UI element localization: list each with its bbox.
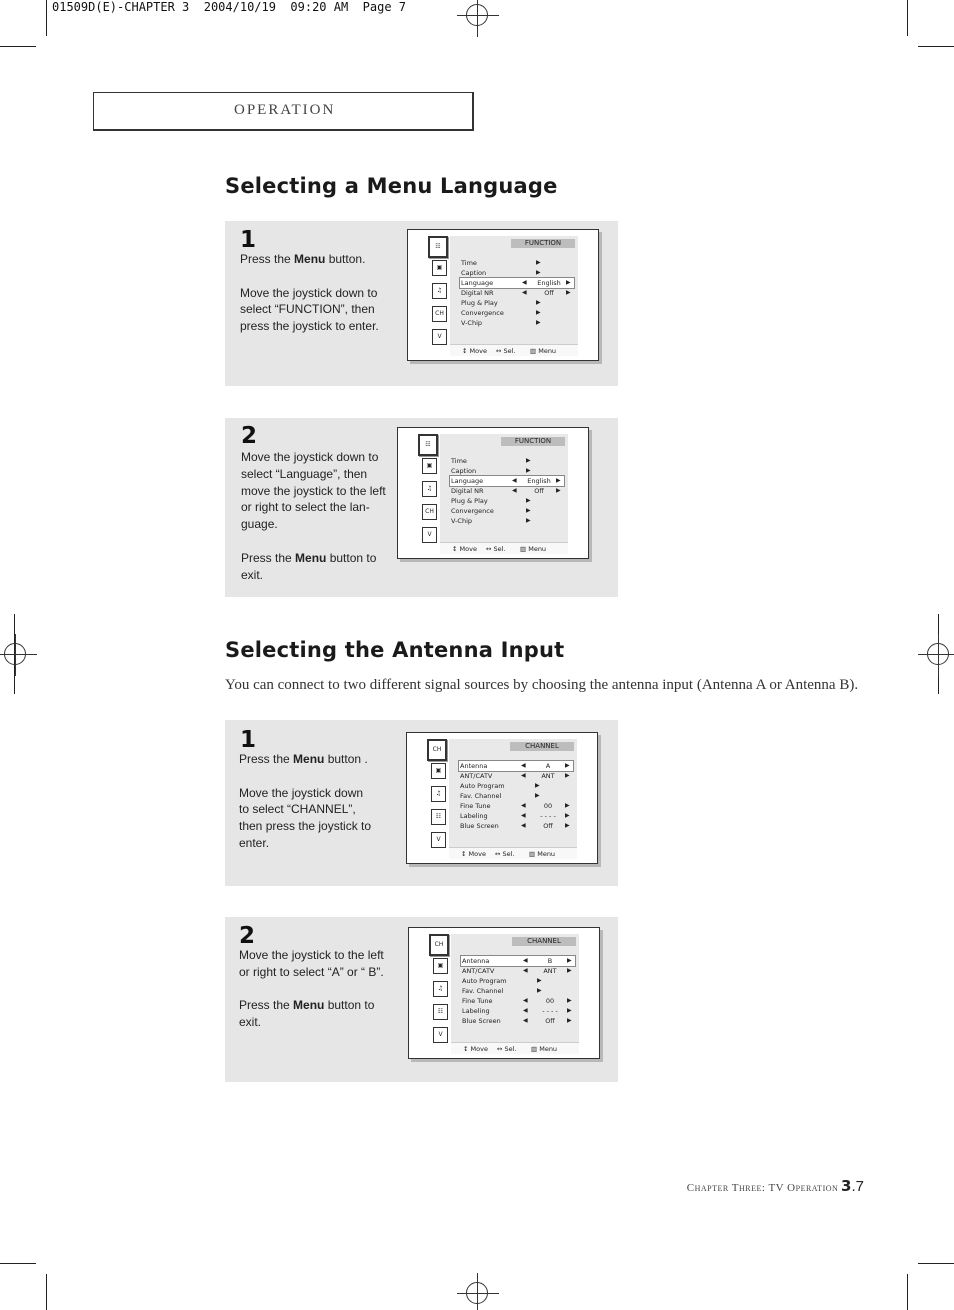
arrow-right-icon: ▶ bbox=[537, 987, 542, 994]
osd-row-value: 00 bbox=[543, 802, 553, 810]
channel-icon: CH bbox=[427, 739, 447, 761]
arrow-left-icon: ◀ bbox=[521, 772, 526, 779]
osd-row-label: Labeling bbox=[462, 1007, 490, 1015]
arrow-left-icon: ◀ bbox=[521, 762, 526, 769]
osd-row bbox=[460, 318, 574, 328]
function-icon: ☷ bbox=[428, 236, 448, 258]
osd-row bbox=[450, 476, 564, 486]
step-panel bbox=[225, 221, 618, 386]
text: Press the bbox=[240, 252, 295, 266]
arrow-left-icon: ◀ bbox=[523, 1007, 528, 1014]
osd-row bbox=[460, 308, 574, 318]
osd-footer-menu: ▥ Menu bbox=[530, 347, 557, 355]
picture-icon: ▣ bbox=[432, 260, 447, 276]
osd-footer-menu: ▥ Menu bbox=[529, 850, 556, 858]
step-text bbox=[239, 751, 374, 869]
osd-body bbox=[449, 739, 577, 859]
osd-row-value: Off bbox=[543, 822, 553, 830]
osd-footer-menu: ▥ Menu bbox=[531, 1045, 558, 1053]
osd-row bbox=[459, 771, 573, 781]
osd-row-label: Language bbox=[451, 477, 484, 485]
step-text bbox=[241, 449, 391, 600]
arrow-right-icon: ▶ bbox=[536, 259, 541, 266]
arrow-left-icon: ◀ bbox=[512, 477, 517, 484]
step-panel bbox=[225, 720, 618, 886]
arrow-right-icon: ▶ bbox=[565, 802, 570, 809]
text: button. bbox=[325, 252, 366, 266]
osd-rows bbox=[459, 761, 573, 831]
osd-row bbox=[450, 516, 564, 526]
osd-row-label: Caption bbox=[451, 467, 477, 475]
arrow-left-icon: ◀ bbox=[523, 1017, 528, 1024]
arrow-left-icon: ◀ bbox=[521, 812, 526, 819]
osd-row-value: Off bbox=[534, 487, 544, 495]
arrow-right-icon: ▶ bbox=[556, 477, 561, 484]
text: button . bbox=[324, 752, 368, 766]
osd-row bbox=[459, 781, 573, 791]
osd-rows bbox=[450, 456, 564, 526]
arrow-left-icon: ◀ bbox=[522, 279, 527, 286]
chapter-label: Chapter Three: TV Operation bbox=[686, 1182, 839, 1194]
osd-row-value: A bbox=[545, 762, 551, 770]
arrow-right-icon: ▶ bbox=[565, 822, 570, 829]
arrow-right-icon: ▶ bbox=[565, 762, 570, 769]
arrow-right-icon: ▶ bbox=[566, 279, 571, 286]
arrow-right-icon: ▶ bbox=[536, 309, 541, 316]
arrow-right-icon: ▶ bbox=[536, 269, 541, 276]
arrow-right-icon: ▶ bbox=[565, 772, 570, 779]
crop-mark bbox=[46, 1274, 47, 1310]
osd-row-value: Off bbox=[545, 1017, 555, 1025]
osd-body bbox=[451, 934, 579, 1054]
vchip-icon: V bbox=[431, 832, 446, 848]
step-text bbox=[239, 947, 384, 1048]
osd-row-label: Blue Screen bbox=[460, 822, 499, 830]
heading-menu-language: Selecting a Menu Language bbox=[225, 174, 558, 198]
text: Move the joystick down to select “FUNCTION”, then press the joystick to enter. bbox=[240, 285, 379, 334]
osd-row-label: Plug & Play bbox=[461, 299, 498, 307]
text: Move the joystick down to select “Language”, then move the joystick to the left or right to select the lan-guage. bbox=[241, 450, 386, 532]
arrow-left-icon: ◀ bbox=[523, 957, 528, 964]
osd-footer-sel: ↔ Sel. bbox=[486, 545, 506, 553]
crop-mark bbox=[46, 0, 47, 36]
arrow-left-icon: ◀ bbox=[523, 997, 528, 1004]
osd-row-label: Fav. Channel bbox=[460, 792, 502, 800]
osd-row-value: - - - - bbox=[540, 812, 556, 820]
function-icon: ☷ bbox=[418, 434, 438, 456]
osd-row-label: Auto Program bbox=[460, 782, 505, 790]
osd-footer bbox=[451, 1042, 579, 1054]
arrow-left-icon: ◀ bbox=[522, 289, 527, 296]
osd-icon-column bbox=[429, 934, 451, 1054]
osd-row bbox=[459, 811, 573, 821]
osd-row-value: Off bbox=[544, 289, 554, 297]
osd-row-label: Time bbox=[451, 457, 467, 465]
step-number: 2 bbox=[239, 923, 256, 949]
osd-footer-sel: ↔ Sel. bbox=[497, 1045, 517, 1053]
vchip-icon: V bbox=[422, 527, 437, 543]
arrow-right-icon: ▶ bbox=[526, 507, 531, 514]
osd-title: FUNCTION bbox=[511, 239, 575, 248]
arrow-right-icon: ▶ bbox=[567, 967, 572, 974]
vchip-icon: V bbox=[433, 1027, 448, 1043]
page-number-sub: .7 bbox=[851, 1178, 864, 1195]
arrow-left-icon: ◀ bbox=[521, 802, 526, 809]
menu-word: Menu bbox=[294, 252, 326, 266]
osd-row-value: English bbox=[537, 279, 561, 287]
osd-row bbox=[459, 791, 573, 801]
picture-icon: ▣ bbox=[422, 458, 437, 474]
text: Press the bbox=[241, 550, 296, 565]
sound-icon: ♫ bbox=[422, 481, 437, 497]
osd-row bbox=[450, 456, 564, 466]
arrow-right-icon: ▶ bbox=[537, 977, 542, 984]
osd-row-label: Time bbox=[461, 259, 477, 267]
arrow-left-icon: ◀ bbox=[523, 967, 528, 974]
sound-icon: ♫ bbox=[432, 283, 447, 299]
osd-row-label: Convergence bbox=[461, 309, 504, 317]
osd-row-label: Fav. Channel bbox=[462, 987, 504, 995]
osd-row-label: Caption bbox=[461, 269, 487, 277]
osd-row bbox=[459, 821, 573, 831]
registration-mark-left bbox=[4, 643, 26, 665]
osd-menu bbox=[406, 732, 598, 864]
arrow-right-icon: ▶ bbox=[526, 517, 531, 524]
osd-icon-column bbox=[428, 236, 450, 356]
arrow-right-icon: ▶ bbox=[567, 957, 572, 964]
osd-menu bbox=[407, 229, 599, 361]
arrow-right-icon: ▶ bbox=[536, 319, 541, 326]
osd-row-label: ANT/CATV bbox=[460, 772, 493, 780]
osd-title: FUNCTION bbox=[501, 437, 565, 446]
intro-text: You can connect to two different signal sources by choosing the antenna input (Antenna A or Antenna B). bbox=[225, 677, 859, 693]
osd-row bbox=[461, 966, 575, 976]
osd-footer-move: ↕ Move bbox=[462, 347, 487, 355]
arrow-left-icon: ◀ bbox=[521, 822, 526, 829]
osd-row bbox=[461, 996, 575, 1006]
text: Press the bbox=[239, 752, 294, 766]
picture-icon: ▣ bbox=[431, 763, 446, 779]
function-icon: ☷ bbox=[431, 809, 446, 825]
osd-row-label: Fine Tune bbox=[460, 802, 491, 810]
osd-row-label: Labeling bbox=[460, 812, 488, 820]
step-panel bbox=[225, 418, 618, 597]
arrow-right-icon: ▶ bbox=[567, 1007, 572, 1014]
registration-mark-right bbox=[927, 643, 949, 665]
vchip-icon: V bbox=[432, 329, 447, 345]
osd-row bbox=[460, 298, 574, 308]
osd-menu bbox=[397, 427, 589, 559]
section-tab bbox=[93, 92, 474, 131]
crop-mark bbox=[918, 46, 954, 47]
function-icon: ☷ bbox=[433, 1004, 448, 1020]
page-number: 3 bbox=[841, 1177, 852, 1195]
text: Move the joystick down to select “CHANNEL”, then press the joystick to enter. bbox=[239, 785, 372, 850]
sound-icon: ♫ bbox=[431, 786, 446, 802]
osd-footer-move: ↕ Move bbox=[461, 850, 486, 858]
arrow-right-icon: ▶ bbox=[526, 467, 531, 474]
crop-mark bbox=[0, 46, 36, 47]
osd-row-value: - - - - bbox=[542, 1007, 558, 1015]
arrow-left-icon: ◀ bbox=[512, 487, 517, 494]
menu-word: Menu bbox=[293, 998, 325, 1013]
text: Move the joystick to the left or right to select “A” or “ B”. bbox=[239, 948, 384, 979]
osd-body bbox=[450, 236, 578, 356]
sound-icon: ♫ bbox=[433, 981, 448, 997]
osd-footer-menu: ▥ Menu bbox=[520, 545, 547, 553]
step-panel bbox=[225, 917, 618, 1082]
menu-word: Menu bbox=[295, 550, 327, 565]
crop-mark bbox=[918, 1263, 954, 1264]
channel-icon: CH bbox=[422, 504, 437, 520]
osd-row-label: ANT/CATV bbox=[462, 967, 495, 975]
osd-row bbox=[460, 288, 574, 298]
osd-row bbox=[450, 486, 564, 496]
osd-row bbox=[450, 506, 564, 516]
osd-rows bbox=[460, 258, 574, 328]
osd-row bbox=[459, 801, 573, 811]
osd-row-label: Language bbox=[461, 279, 494, 287]
section-tab-label: OPERATION bbox=[234, 102, 336, 118]
arrow-right-icon: ▶ bbox=[567, 997, 572, 1004]
osd-footer-sel: ↔ Sel. bbox=[495, 850, 515, 858]
osd-row-label: V-Chip bbox=[461, 319, 483, 327]
arrow-right-icon: ▶ bbox=[556, 487, 561, 494]
text: Press the bbox=[239, 998, 294, 1013]
osd-row-value: English bbox=[527, 477, 551, 485]
osd-row-label: Blue Screen bbox=[462, 1017, 501, 1025]
osd-row-label: Plug & Play bbox=[451, 497, 488, 505]
crop-mark bbox=[907, 0, 908, 36]
arrow-right-icon: ▶ bbox=[567, 1017, 572, 1024]
osd-icon-column bbox=[427, 739, 449, 859]
osd-icon-column bbox=[418, 434, 440, 554]
osd-row bbox=[459, 761, 573, 771]
menu-word: Menu bbox=[293, 752, 325, 766]
registration-mark-top bbox=[466, 4, 488, 26]
step-number: 1 bbox=[240, 227, 257, 253]
picture-icon: ▣ bbox=[433, 958, 448, 974]
print-header: 01509D(E)-CHAPTER 3 2004/10/19 09:20 AM Page 7 bbox=[52, 0, 407, 14]
osd-row-label: Convergence bbox=[451, 507, 494, 515]
osd-footer-move: ↕ Move bbox=[463, 1045, 488, 1053]
osd-row bbox=[461, 956, 575, 966]
osd-row bbox=[461, 976, 575, 986]
page-footer bbox=[687, 1177, 864, 1195]
text: button to exit. bbox=[239, 998, 375, 1030]
osd-row bbox=[460, 258, 574, 268]
osd-menu bbox=[408, 927, 600, 1059]
osd-row bbox=[460, 268, 574, 278]
osd-row-label: Fine Tune bbox=[462, 997, 493, 1005]
osd-row-value: ANT bbox=[543, 967, 557, 975]
step-text bbox=[240, 251, 392, 352]
osd-row bbox=[461, 986, 575, 996]
crop-mark bbox=[907, 1274, 908, 1310]
osd-footer bbox=[450, 344, 578, 356]
osd-row-value: ANT bbox=[541, 772, 555, 780]
arrow-right-icon: ▶ bbox=[536, 299, 541, 306]
osd-row-label: V-Chip bbox=[451, 517, 473, 525]
text: button to exit. bbox=[241, 550, 377, 582]
osd-row-value: B bbox=[547, 957, 553, 965]
osd-row-label: Antenna bbox=[460, 762, 488, 770]
osd-row-label: Digital NR bbox=[461, 289, 494, 297]
arrow-right-icon: ▶ bbox=[565, 812, 570, 819]
osd-row bbox=[461, 1006, 575, 1016]
osd-footer-sel: ↔ Sel. bbox=[496, 347, 516, 355]
osd-row-label: Antenna bbox=[462, 957, 490, 965]
heading-antenna-input: Selecting the Antenna Input bbox=[225, 638, 565, 662]
osd-footer bbox=[449, 847, 577, 859]
arrow-right-icon: ▶ bbox=[566, 289, 571, 296]
osd-rows bbox=[461, 956, 575, 1026]
arrow-right-icon: ▶ bbox=[535, 792, 540, 799]
osd-footer bbox=[440, 542, 568, 554]
arrow-right-icon: ▶ bbox=[535, 782, 540, 789]
osd-row bbox=[450, 496, 564, 506]
osd-row bbox=[461, 1016, 575, 1026]
arrow-right-icon: ▶ bbox=[526, 457, 531, 464]
osd-row-value: 00 bbox=[545, 997, 555, 1005]
registration-mark-bottom bbox=[466, 1282, 488, 1304]
crop-mark bbox=[0, 1263, 36, 1264]
osd-title: CHANNEL bbox=[510, 742, 574, 751]
step-number: 2 bbox=[241, 423, 258, 449]
osd-footer-move: ↕ Move bbox=[452, 545, 477, 553]
osd-row bbox=[460, 278, 574, 288]
osd-body bbox=[440, 434, 568, 554]
osd-row-label: Digital NR bbox=[451, 487, 484, 495]
arrow-right-icon: ▶ bbox=[526, 497, 531, 504]
channel-icon: CH bbox=[429, 934, 449, 956]
step-number: 1 bbox=[240, 727, 257, 753]
osd-title: CHANNEL bbox=[512, 937, 576, 946]
channel-icon: CH bbox=[432, 306, 447, 322]
osd-row bbox=[450, 466, 564, 476]
osd-row-label: Auto Program bbox=[462, 977, 507, 985]
